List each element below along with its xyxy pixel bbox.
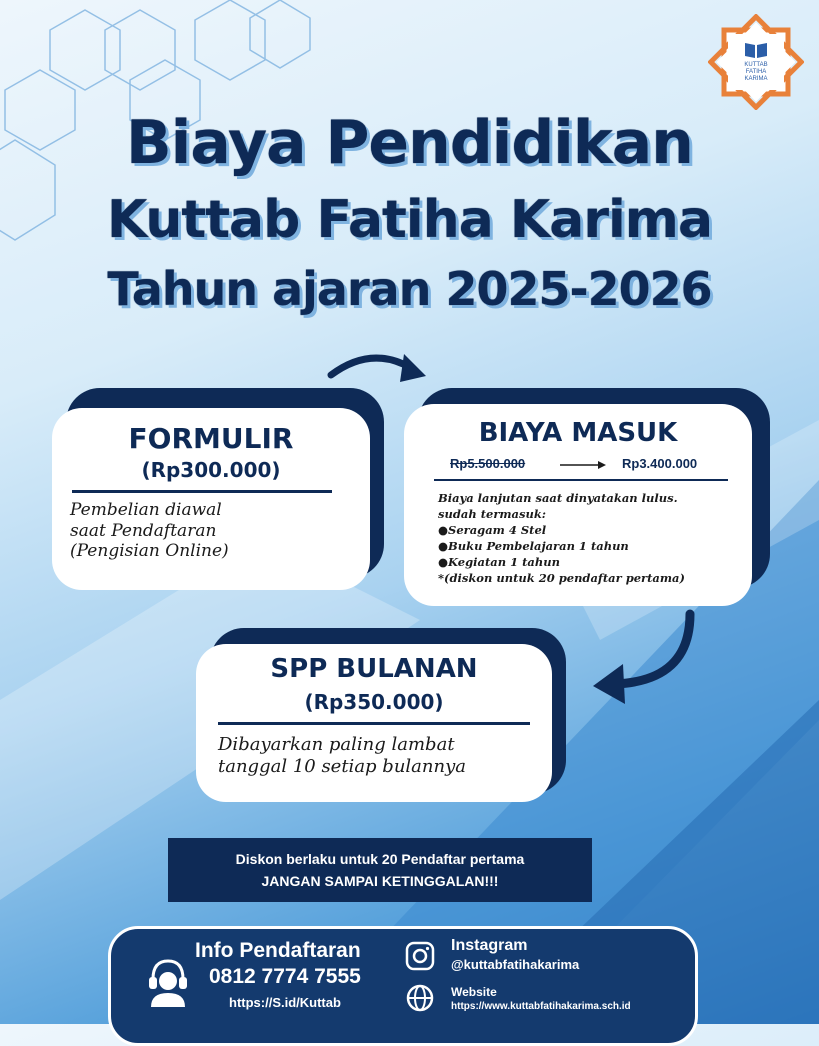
new-price: Rp3.400.000	[622, 456, 698, 471]
formulir-card	[52, 408, 370, 590]
instagram-icon	[405, 941, 435, 971]
arrow-icon	[585, 606, 725, 716]
spp-card	[196, 644, 552, 802]
included-item: ●Buku Pembelajaran 1 tahun	[438, 539, 629, 553]
formulir-description: Pembelian diawal saat Pendaftaran (Pengisian Online)	[70, 500, 229, 562]
formulir-title: FORMULIR	[128, 422, 294, 455]
short-link[interactable]: https://S.id/Kuttab	[229, 995, 341, 1010]
website-label: Website	[451, 985, 497, 999]
formulir-price: (Rp300.000)	[141, 458, 281, 482]
spp-description: Dibayarkan paling lambat tanggal 10 setiap bulannya	[218, 734, 466, 777]
biaya-masuk-divider	[434, 479, 728, 481]
spp-divider	[218, 722, 530, 725]
arrow-right-icon	[558, 459, 608, 471]
biaya-masuk-details: Biaya lanjutan saat dinyatakan lulus. sudah termasuk: ●Seragam 4 Stel ●Buku Pembelajaran 1 tahun ●Kegiatan 1 tahun *(diskon untuk 20 pendaftar pertama)	[438, 491, 685, 585]
title-line-2: Kuttab Fatiha Karima	[106, 190, 713, 250]
included-item: ●Seragam 4 Stel	[438, 523, 547, 537]
spp-title: SPP BULANAN	[270, 654, 478, 684]
instagram-handle[interactable]: @kuttabfatihakarima	[451, 957, 580, 972]
title-line-1: Biaya Pendidikan	[126, 108, 693, 178]
biaya-masuk-title: BIAYA MASUK	[478, 418, 678, 448]
headset-icon	[145, 957, 191, 1007]
title-line-3: Tahun ajaran 2025-2026	[107, 262, 712, 316]
included-item: ●Kegiatan 1 tahun	[438, 555, 560, 569]
spp-price: (Rp350.000)	[304, 690, 444, 714]
arrow-icon	[326, 340, 436, 390]
instagram-label: Instagram	[451, 937, 528, 954]
footer-info	[108, 926, 698, 1046]
website-url[interactable]: https://www.kuttabfatihakarima.sch.id	[451, 1001, 631, 1012]
discount-notice: Diskon berlaku untuk 20 Pendaftar pertama JANGAN SAMPAI KETINGGALAN!!!	[168, 838, 592, 902]
logo-text: KUTTAB FATIHA KARIMA	[744, 62, 768, 82]
old-price: Rp5.500.000	[450, 456, 526, 471]
book-icon	[743, 40, 769, 60]
logo	[708, 14, 804, 110]
globe-icon	[405, 983, 435, 1013]
biaya-masuk-card	[404, 404, 752, 606]
info-pendaftaran-label: Info Pendaftaran	[195, 939, 361, 962]
formulir-divider	[72, 490, 332, 493]
discount-note: *(diskon untuk 20 pendaftar pertama)	[438, 571, 685, 585]
phone-number[interactable]: 0812 7774 7555	[209, 965, 361, 988]
